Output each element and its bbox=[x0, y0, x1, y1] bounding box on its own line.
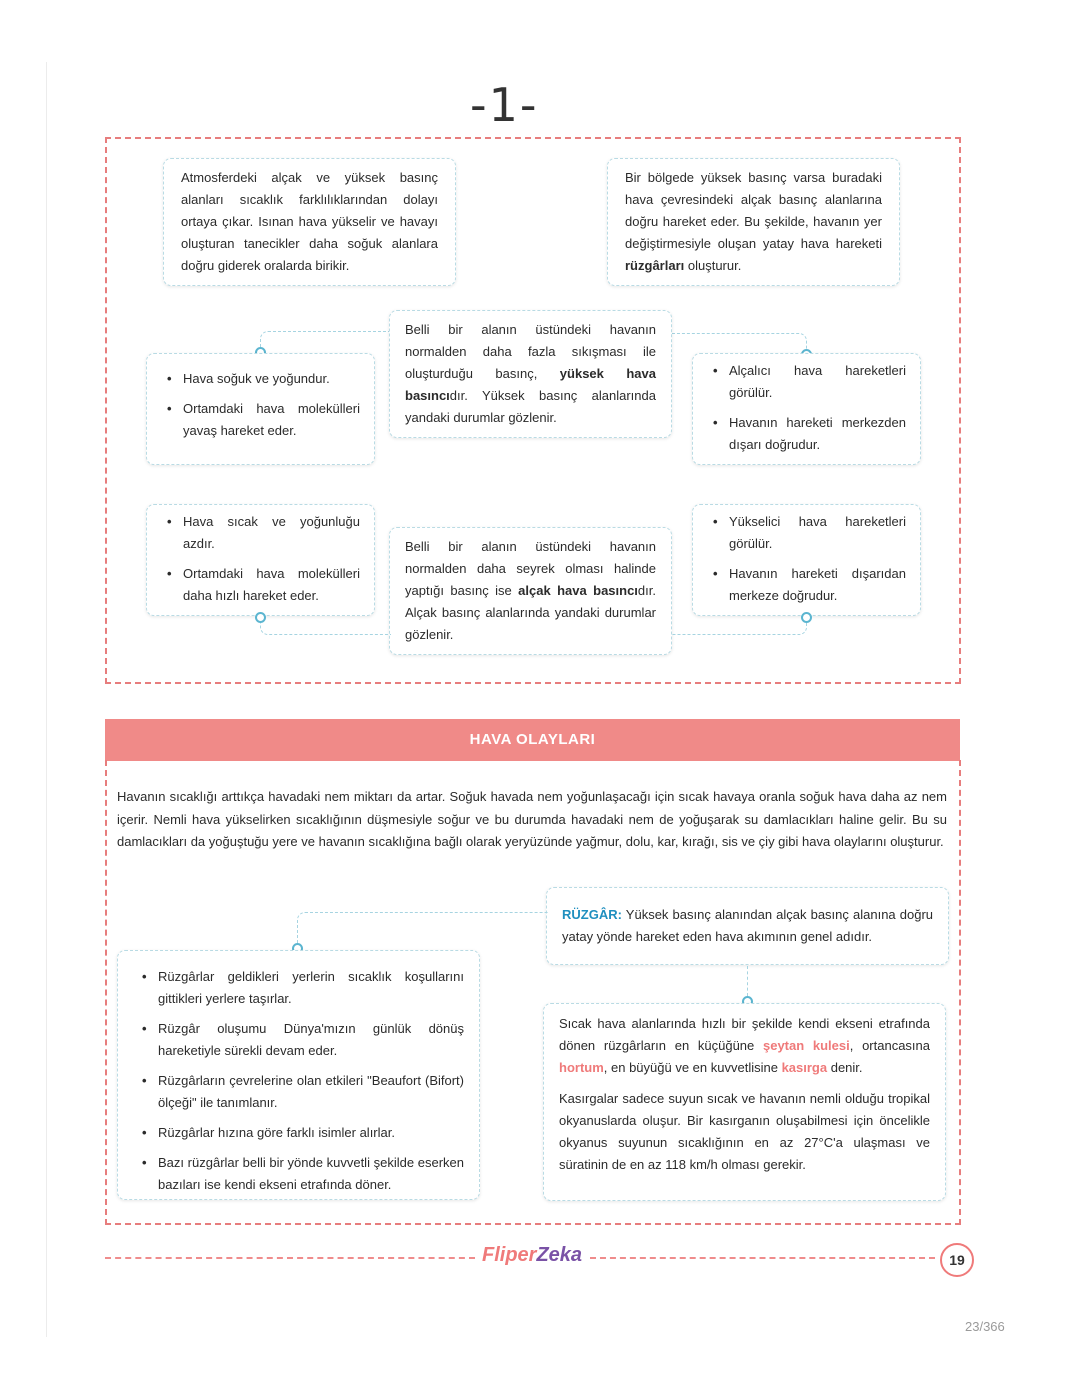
low-right-box bbox=[692, 504, 921, 616]
intro-left-box bbox=[163, 158, 456, 286]
low-pressure-text: Belli bir alanın üstündeki havanın normalden daha seyrek olması halinde yaptığı basınç ise alçak hava basıncıdır. Alçak basınç alanlarında yandaki durumlar gözlenir. bbox=[405, 539, 656, 642]
handwritten-page-mark: -1- bbox=[470, 78, 539, 132]
wind-fact-item: • Rüzgârlar geldikleri yerlerin sıcaklık koşullarını gittikleri yerlere taşırlar. bbox=[158, 966, 464, 1010]
page-number-badge: 19 bbox=[940, 1243, 974, 1277]
wind-fact-item: • Bazı rüzgârlar belli bir yönde kuvvetli şekilde eserken bazıları ise kendi ekseni etrafında döner. bbox=[158, 1152, 464, 1196]
intro-right-box bbox=[607, 158, 900, 286]
section-title-banner: HAVA OLAYLARI bbox=[105, 719, 960, 761]
high-left-box bbox=[146, 353, 375, 465]
high-right-box bbox=[692, 353, 921, 465]
wind-facts-box bbox=[117, 950, 480, 1200]
low-right-item: • Yükselici hava hareketleri görülür. bbox=[729, 511, 906, 555]
intro-left-text: Atmosferdeki alçak ve yüksek basınç alanları sıcaklık farklılıklarından dolayı ortaya çıkar. Isınan hava yükselir ve havayı oluşturan tanecikler daha soğuk alanlara doğru giderek oralarda birikir. bbox=[181, 170, 438, 273]
low-left-item: • Hava sıcak ve yoğunluğu azdır. bbox=[183, 511, 360, 555]
hurricane-term: kasırga bbox=[781, 1060, 828, 1075]
high-pressure-term: yüksek hava basıncı bbox=[405, 366, 656, 403]
footer-line-right bbox=[590, 1257, 935, 1259]
intro-right-text: Bir bölgede yüksek basınç varsa buradaki hava çevresindeki alçak basınç alanlarına doğru hareket eder. Bu şekilde, havanın yer değiştirmesiyle oluşan yatay hava hareketi rüzgârları oluşturur. bbox=[625, 170, 882, 273]
storm-types-text: Sıcak hava alanlarında hızlı bir şekilde kendi ekseni etrafında dönen rüzgârların en küçüğüne şeytan kulesi, ortancasına hortum, en büyüğü ve en kuvvetlisine kasırga denir. bbox=[559, 1016, 931, 1075]
high-pressure-text: Belli bir alanın üstündeki havanın normalden daha fazla sıkışması ile oluşturduğu basınç, yüksek hava basıncıdır. Yüksek basınç alanlarında yandaki durumlar gözlenir. bbox=[405, 322, 656, 425]
connector-wind-left bbox=[297, 912, 548, 945]
connector-wind-down bbox=[747, 966, 748, 996]
brand-logo: FliperZeka bbox=[482, 1244, 583, 1266]
wind-term: rüzgârları bbox=[625, 258, 685, 273]
high-right-item: • Alçalıcı hava hareketleri görülür. bbox=[729, 360, 906, 404]
connector-low-left bbox=[260, 618, 391, 635]
wind-definition-text: RÜZGÂR: Yüksek basınç alanından alçak basınç alanına doğru yatay yönde hareket eden hava akımının genel adıdır. bbox=[562, 907, 933, 944]
low-left-item: • Ortamdaki hava molekülleri daha hızlı hareket eder. bbox=[183, 563, 360, 607]
high-right-item: • Havanın hareketi merkezden dışarı doğrudur. bbox=[729, 412, 906, 456]
low-right-item: • Havanın hareketi dışarıdan merkeze doğrudur. bbox=[729, 563, 906, 607]
connector-dot bbox=[801, 612, 812, 623]
wind-definition-box bbox=[546, 887, 949, 965]
low-pressure-term: alçak hava basıncı bbox=[518, 583, 638, 598]
storm-box bbox=[543, 1003, 946, 1201]
connector-low-right bbox=[672, 618, 807, 635]
page-edge bbox=[46, 62, 47, 1337]
low-left-box bbox=[146, 504, 375, 616]
wind-fact-item: • Rüzgârlar hızına göre farklı isimler alırlar. bbox=[158, 1122, 464, 1144]
wind-title: RÜZGÂR: bbox=[562, 907, 622, 922]
page-counter: 23/366 bbox=[965, 1319, 1005, 1334]
high-pressure-box bbox=[389, 310, 672, 438]
tornado-term: hortum bbox=[559, 1060, 604, 1075]
hurricane-text: Kasırgalar sadece suyun sıcak ve havanın nemli olduğu tropikal okyanuslarda oluşur. Bir kasırganın oluşabilmesi için öncelikle okyanus suyunun sıcaklığının en az 27°C'a ulaşması ve süratinin de en az 118 km/h olması gerekir. bbox=[559, 1091, 930, 1172]
connector-dot bbox=[255, 612, 266, 623]
weather-paragraph: Havanın sıcaklığı arttıkça havadaki nem miktarı da artar. Soğuk havada nem yoğunlaşacağı için sıcak havaya oranla soğuk hava daha az nem içerir. Nemli hava yükselirken sıcaklığının düşmesiyle soğur ve bu durumda havadaki nem de yoğuşarak su damlacıkları haline gelir. Bu su damlacıkları da yoğuştuğu yere ve havanın sıcaklığına bağlı olarak yeryüzünde yağmur, dolu, kar, kırağı, sis ve çiy gibi hava olaylarını oluşturur. bbox=[117, 789, 947, 849]
connector-high-left bbox=[260, 331, 391, 352]
footer-line-left bbox=[105, 1257, 475, 1259]
low-pressure-box bbox=[389, 527, 672, 655]
wind-fact-item: • Rüzgâr oluşumu Dünya'mızın günlük dönüş hareketiyle sürekli devam eder. bbox=[158, 1018, 464, 1062]
wind-fact-item: • Rüzgârların çevrelerine olan etkileri "Beaufort (Bifort) ölçeği" ile tanımlanır. bbox=[158, 1070, 464, 1114]
dust-devil-term: şeytan kulesi bbox=[762, 1038, 850, 1053]
high-left-item: • Hava soğuk ve yoğundur. bbox=[183, 368, 360, 390]
connector-high-right bbox=[672, 333, 807, 354]
high-left-item: • Ortamdaki hava molekülleri yavaş hareket eder. bbox=[183, 398, 360, 442]
